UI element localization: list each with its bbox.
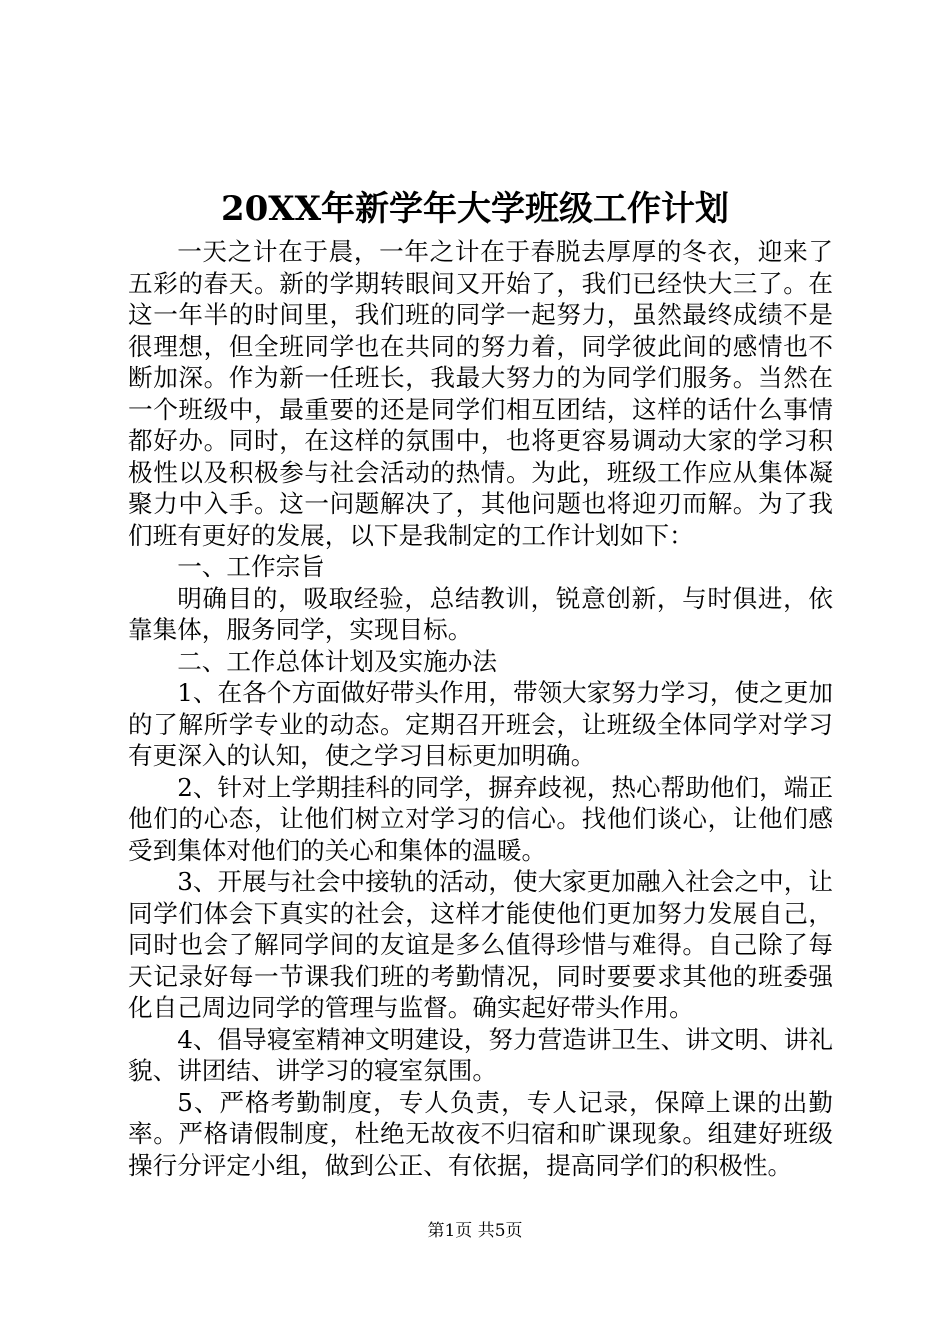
section-heading: 二、工作总体计划及实施办法 bbox=[177, 646, 497, 676]
paragraph: 5、严格考勤制度，专人负责，专人记录，保障上课的出勤率。严格请假制度，杜绝无故夜不归宿和旷课现象。组建好班级操行分评定小组，做到公正、有依据，提高同学们的积极性。 bbox=[128, 1087, 833, 1180]
document-body bbox=[128, 236, 833, 1181]
section-heading: 一、工作宗旨 bbox=[177, 552, 325, 581]
paragraph: 明确目的，吸取经验，总结教训，锐意创新，与时俱进，依靠集体，服务同学，实现目标。 bbox=[128, 583, 833, 644]
paragraph: 1、在各个方面做好带头作用，带领大家努力学习，使之更加的了解所学专业的动态。定期召开班会，让班级全体同学对学习有更深入的认知，使之学习目标更加明确。 bbox=[128, 678, 833, 770]
paragraph: 一天之计在于晨，一年之计在于春脱去厚厚的冬衣，迎来了五彩的春天。新的学期转眼间又开始了，我们已经快大三了。在这一年半的时间里，我们班的同学一起努力，虽然最终成绩不是很理想，但全班同学也在共同的努力着，同学彼此间的感情也不断加深。作为新一任班长，我最大努力的为同学们服务。当然在一个班级中，最重要的还是同学们相互团结，这样的话什么事情都好办。同时，在这样的氛围中，也将更容易调动大家的学习积极性以及积极参与社会活动的热情。为此，班级工作应从集体凝聚力中入手。这一问题解决了，其他问题也将迎刃而解。为了我们班有更好的发展，以下是我制定的工作计划如下： bbox=[128, 237, 833, 550]
paragraph: 4、倡导寝室精神文明建设，努力营造讲卫生、讲文明、讲礼貌、讲团结、讲学习的寝室氛围。 bbox=[128, 1024, 833, 1085]
document-title: 20XX年新学年大学班级工作计划 bbox=[220, 189, 730, 229]
paragraph: 2、针对上学期挂科的同学，摒弃歧视，热心帮助他们，端正他们的心态，让他们树立对学习的信心。找他们谈心，让他们感受到集体对他们的关心和集体的温暖。 bbox=[128, 772, 833, 865]
page-footer: 第1页 共5页 bbox=[427, 1221, 523, 1241]
paragraph: 3、开展与社会中接轨的活动，使大家更加融入社会之中，让同学们体会下真实的社会，这样才能使他们更加努力发展自己，同时也会了解同学间的友谊是多么值得珍惜与难得。自己除了每天记录好每一节课我们班的考勤情况，同时要要求其他的班委强化自己周边同学的管理与监督。确实起好带头作用。 bbox=[128, 867, 833, 1022]
